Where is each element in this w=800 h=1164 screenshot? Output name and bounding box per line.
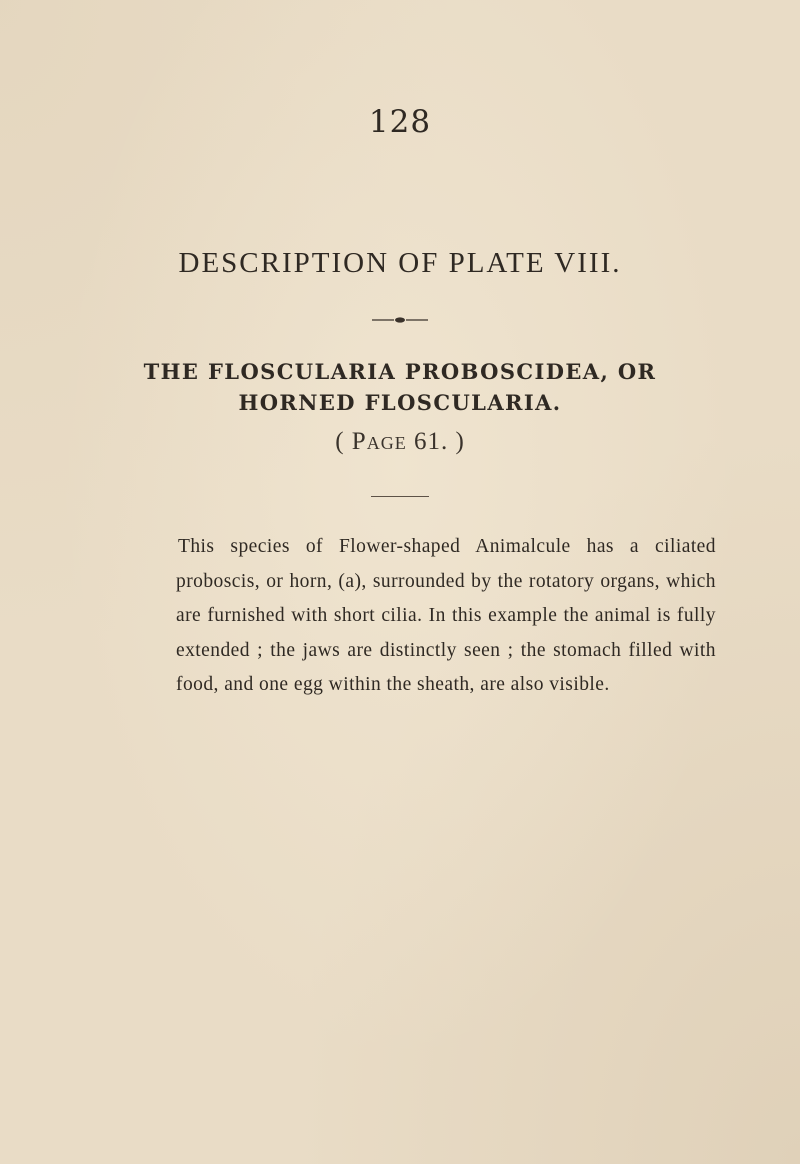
subject-title: THE FLOSCULARIA PROBOSCIDEA, OR HORNED FLOSCULARIA. xyxy=(143,359,657,415)
description-paragraph: This species of Flower-shaped Animalcule has a ciliated proboscis, or horn, (a), surrounded by the rotatory organs, which are furnished with short cilia. In this example the animal is fully extended ; the jaws are distinctly seen ; the stomach filled with food, and one egg within the sheath, are also visible. xyxy=(176,536,716,695)
page-reference-open: ( xyxy=(335,428,352,455)
page-reference-number: 61. ) xyxy=(406,428,465,455)
dot-rule-ornament-icon xyxy=(372,316,428,324)
page-reference xyxy=(0,428,800,456)
section-divider xyxy=(371,496,429,497)
page-reference-label: Page xyxy=(351,428,407,455)
page-number: 128 xyxy=(368,104,432,140)
plate-heading: DESCRIPTION OF PLATE VIII. xyxy=(178,247,622,279)
